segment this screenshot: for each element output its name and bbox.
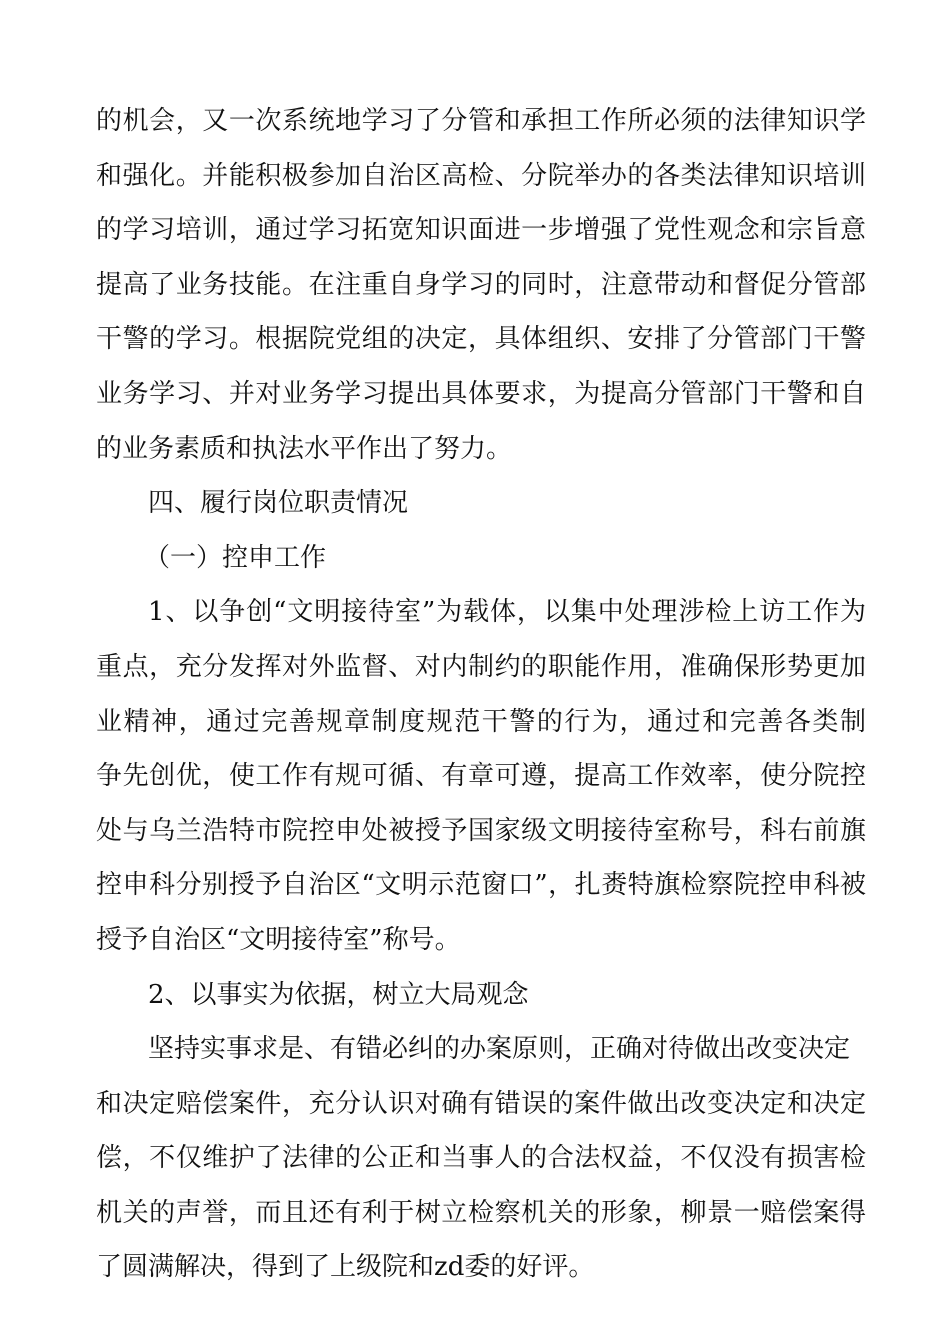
paragraph-line: 机关的声誉，而且还有利于树立检察机关的形象，柳景一赔偿案得 (96, 1197, 866, 1228)
section-heading: 四、履行岗位职责情况 (148, 488, 409, 519)
paragraph-line: 干警的学习。根据院党组的决定，具体组织、安排了分管部门干警 (96, 324, 866, 355)
paragraph-line: 的机会，又一次系统地学习了分管和承担工作所必须的法律知识学 (96, 106, 866, 136)
paragraph-line: 了圆满解决，得到了上级院和zd委的好评。 (96, 1252, 595, 1283)
paragraph-line: 的业务素质和执法水平作出了努力。 (96, 433, 513, 464)
paragraph-line: 争先创优，使工作有规可循、有章可遵，提高工作效率，使分院控 (96, 761, 866, 792)
paragraph-line: 重点，充分发挥对外监督、对内制约的职能作用，准确保形势更加 (96, 651, 866, 682)
subsection-heading: （一）控申工作 (144, 542, 327, 573)
paragraph-line: 业务学习、并对业务学习提出具体要求，为提高分管部门干警和自 (96, 378, 866, 409)
paragraph-line: 和强化。并能积极参加自治区高检、分院举办的各类法律知识培训 (96, 160, 866, 191)
document-body (96, 94, 866, 1295)
subsection-heading: 2、以事实为依据，树立大局观念 (148, 979, 529, 1010)
paragraph-line: 业精神，通过完善规章制度规范干警的行为，通过和完善各类制 (96, 706, 866, 737)
paragraph-line: 1、以争创“文明接待室”为载体，以集中处理涉检上访工作为 (148, 597, 866, 628)
paragraph-line: 处与乌兰浩特市院控申处被授予国家级文明接待室称号，科右前旗 (96, 815, 866, 846)
paragraph-line: 坚持实事求是、有错必纠的办案原则，正确对待做出改变决定 (148, 1034, 851, 1065)
paragraph-line: 偿，不仅维护了法律的公正和当事人的合法权益，不仅没有损害检 (96, 1143, 866, 1174)
paragraph-line: 控申科分别授予自治区“文明示范窗口”，扎赉特旗检察院控申科被 (96, 870, 866, 901)
paragraph-line: 和决定赔偿案件，充分认识对确有错误的案件做出改变决定和决定 (96, 1088, 866, 1119)
paragraph-line: 授予自治区“文明接待室”称号。 (96, 924, 461, 955)
paragraph-line: 提高了业务技能。在注重自身学习的同时，注意带动和督促分管部 (96, 269, 866, 300)
paragraph-line: 的学习培训，通过学习拓宽知识面进一步增强了党性观念和宗旨意 (96, 215, 866, 246)
